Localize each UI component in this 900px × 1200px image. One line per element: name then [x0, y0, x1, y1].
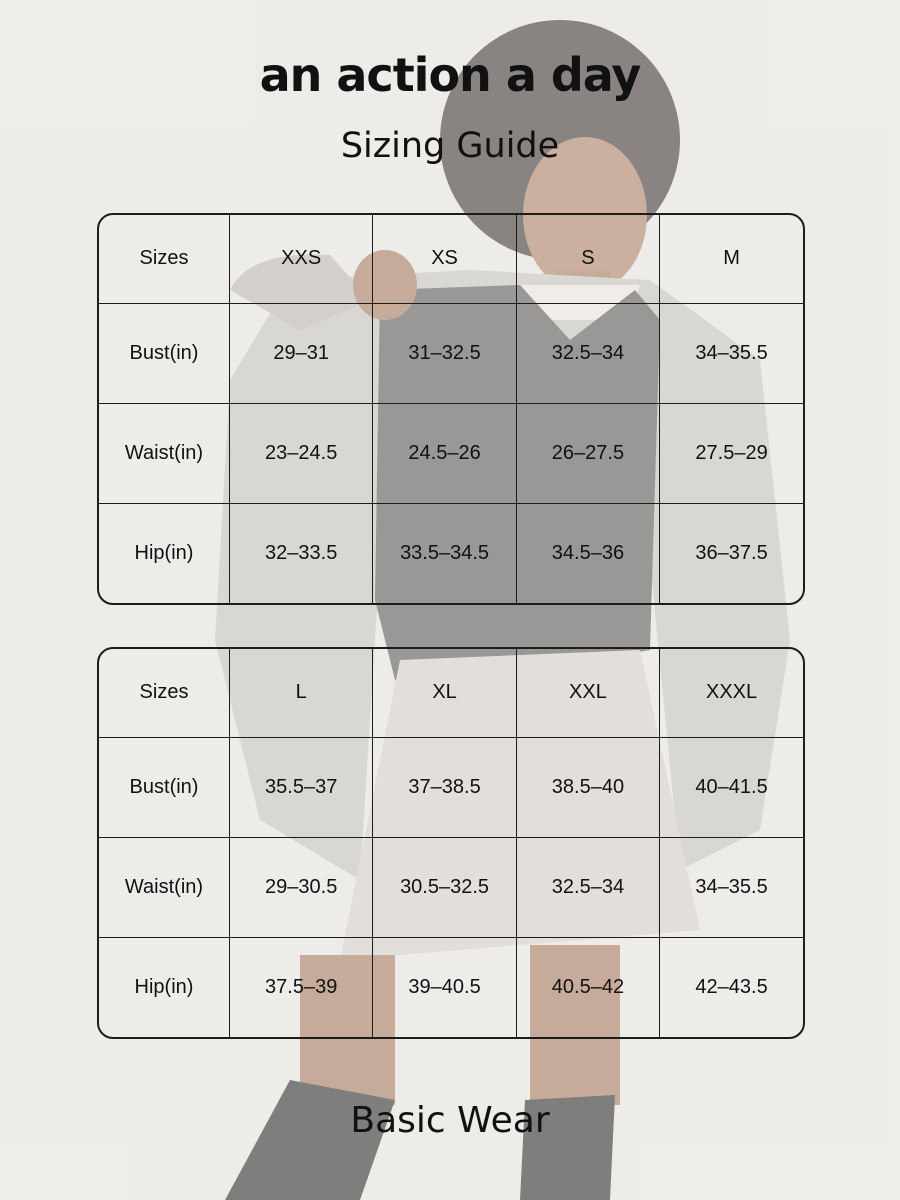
table-cell: 34–35.5	[660, 837, 803, 937]
table-cell: 26–27.5	[516, 403, 659, 503]
table-cell: 29–30.5	[230, 837, 373, 937]
row-label-sizes: Sizes	[99, 649, 230, 737]
table-cell: 37.5–39	[230, 937, 373, 1037]
table-cell: 32–33.5	[230, 503, 373, 603]
table-cell: 24.5–26	[373, 403, 516, 503]
table-cell: 40–41.5	[660, 737, 803, 837]
table-cell: 32.5–34	[516, 837, 659, 937]
footer-label: Basic Wear	[350, 1100, 550, 1141]
size-header: XXL	[516, 649, 659, 737]
table-cell: 32.5–34	[516, 303, 659, 403]
size-table-1-grid	[99, 215, 803, 603]
table-row-bust	[99, 303, 803, 403]
table-cell: 34.5–36	[516, 503, 659, 603]
table-cell: 31–32.5	[373, 303, 516, 403]
table-cell: 33.5–34.5	[373, 503, 516, 603]
row-label-hip: Hip(in)	[99, 503, 230, 603]
table-row-sizes	[99, 215, 803, 303]
size-header: XXXL	[660, 649, 803, 737]
row-label-waist: Waist(in)	[99, 837, 230, 937]
size-header: XL	[373, 649, 516, 737]
size-header: S	[516, 215, 659, 303]
table-row-hip	[99, 503, 803, 603]
size-header: XS	[373, 215, 516, 303]
brand-logo: an action a day	[259, 48, 641, 102]
table-row-hip	[99, 937, 803, 1037]
table-cell: 29–31	[230, 303, 373, 403]
size-table-2	[97, 647, 805, 1039]
table-cell: 23–24.5	[230, 403, 373, 503]
table-row-waist	[99, 837, 803, 937]
table-cell: 38.5–40	[516, 737, 659, 837]
row-label-waist: Waist(in)	[99, 403, 230, 503]
table-cell: 39–40.5	[373, 937, 516, 1037]
page-title: Sizing Guide	[340, 126, 560, 166]
size-header: M	[660, 215, 803, 303]
table-cell: 30.5–32.5	[373, 837, 516, 937]
table-cell: 27.5–29	[660, 403, 803, 503]
table-cell: 42–43.5	[660, 937, 803, 1037]
table-cell: 36–37.5	[660, 503, 803, 603]
table-row-sizes	[99, 649, 803, 737]
size-table-1	[97, 213, 805, 605]
size-header: L	[230, 649, 373, 737]
row-label-sizes: Sizes	[99, 215, 230, 303]
size-header: XXS	[230, 215, 373, 303]
table-row-bust	[99, 737, 803, 837]
table-cell: 34–35.5	[660, 303, 803, 403]
table-row-waist	[99, 403, 803, 503]
table-cell: 37–38.5	[373, 737, 516, 837]
row-label-hip: Hip(in)	[99, 937, 230, 1037]
row-label-bust: Bust(in)	[99, 303, 230, 403]
row-label-bust: Bust(in)	[99, 737, 230, 837]
table-cell: 40.5–42	[516, 937, 659, 1037]
table-cell: 35.5–37	[230, 737, 373, 837]
size-table-2-grid	[99, 649, 803, 1037]
